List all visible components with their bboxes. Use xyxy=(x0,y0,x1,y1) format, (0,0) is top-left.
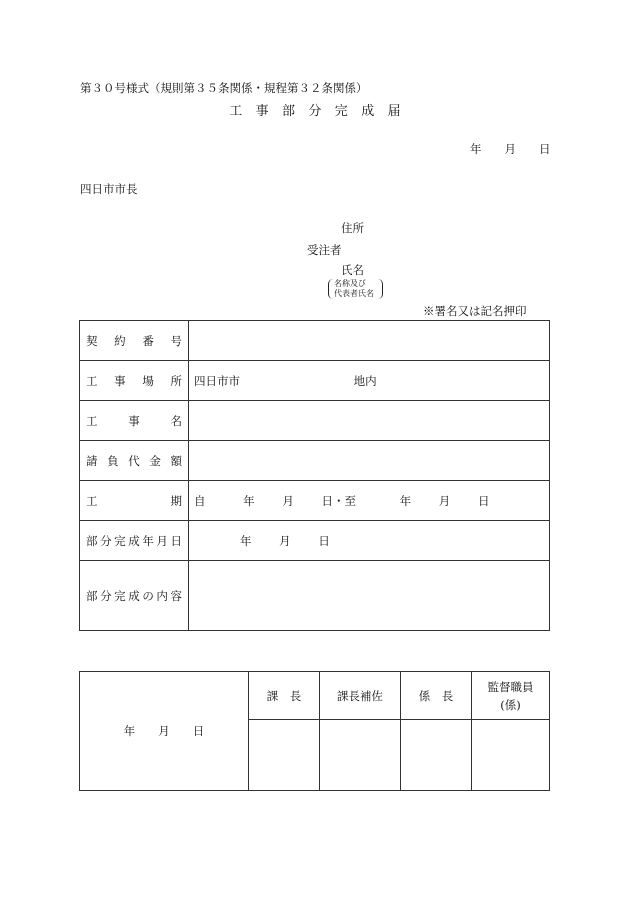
submission-date: 年 月 日 xyxy=(470,142,551,156)
label-period xyxy=(80,481,189,521)
row-period xyxy=(80,481,550,521)
label-char: 契 xyxy=(86,333,98,348)
row-contract-no xyxy=(80,321,550,361)
section-chief-header: 課 長 xyxy=(249,672,320,720)
label-char: 所 xyxy=(170,373,182,388)
contract-amount-field[interactable] xyxy=(189,441,550,481)
label-char: 工 xyxy=(86,413,98,428)
supervisor-line1: 監督職員 xyxy=(487,679,534,694)
approval-header-row xyxy=(80,672,550,720)
label-char: 事 xyxy=(128,413,140,428)
label-char: 成 xyxy=(128,588,140,603)
period-from: 自 xyxy=(194,493,206,508)
seal-note: ※署名又は記名押印 xyxy=(423,304,527,318)
label-char: 成 xyxy=(128,533,140,548)
row-completion-date xyxy=(80,521,550,561)
label-char: 年 xyxy=(142,533,154,548)
completion-date-field[interactable] xyxy=(189,521,550,561)
completion-month: 月 xyxy=(279,533,291,548)
label-char: 完 xyxy=(114,533,126,548)
approval-date: 年 月 日 xyxy=(123,724,205,738)
addressee: 四日市市長 xyxy=(80,182,138,196)
work-name-field[interactable] xyxy=(189,401,550,441)
report-table xyxy=(79,320,550,631)
label-contract-no xyxy=(80,321,189,361)
period-year: 年 xyxy=(243,493,255,508)
period-field[interactable] xyxy=(189,481,550,521)
label-char: 期 xyxy=(170,493,182,508)
label-char: 月 xyxy=(156,533,168,548)
label-char: 内 xyxy=(156,588,168,603)
completion-day: 日 xyxy=(318,533,330,548)
period-year2: 年 xyxy=(399,493,412,508)
assistant-chief-header: 課長補佐 xyxy=(320,672,401,720)
site-field[interactable] xyxy=(189,361,550,401)
label-char: 名 xyxy=(170,413,182,428)
label-char: 請 xyxy=(86,453,98,468)
label-char: 番 xyxy=(142,333,154,348)
label-char: 分 xyxy=(100,533,112,548)
row-site xyxy=(80,361,550,401)
label-completion-content xyxy=(80,561,189,631)
name-note-line1: 名称及び xyxy=(334,279,366,288)
label-char: 代 xyxy=(128,453,140,468)
address-label: 住所 xyxy=(341,221,364,235)
label-completion-date xyxy=(80,521,189,561)
approval-date-cell[interactable] xyxy=(80,672,249,791)
label-contract-amount xyxy=(80,441,189,481)
form-number: 第３０号様式（規則第３５条関係・規程第３２条関係） xyxy=(80,81,368,95)
site-suffix: 地内 xyxy=(353,373,377,388)
label-char: 金 xyxy=(149,453,161,468)
label-char: 事 xyxy=(114,373,126,388)
subsection-chief-seal-box[interactable] xyxy=(401,720,472,791)
label-char: 部 xyxy=(86,533,98,548)
subsection-chief-header: 係 長 xyxy=(401,672,472,720)
label-work-name xyxy=(80,401,189,441)
period-day2: 日 xyxy=(477,493,490,508)
label-char: 額 xyxy=(170,453,182,468)
label-site xyxy=(80,361,189,401)
row-contract-amount xyxy=(80,441,550,481)
period-month2: 月 xyxy=(438,493,451,508)
section-chief-seal-box[interactable] xyxy=(249,720,320,791)
supervisor-seal-box[interactable] xyxy=(472,720,550,791)
name-note-line2: 代表者氏名 xyxy=(334,289,374,298)
label-char: の xyxy=(142,588,154,603)
contractor-label: 受注者 xyxy=(307,243,342,257)
label-char: 分 xyxy=(100,588,112,603)
name-note xyxy=(328,279,383,299)
assistant-chief-seal-box[interactable] xyxy=(320,720,401,791)
label-char: 約 xyxy=(114,333,126,348)
label-char: 工 xyxy=(86,373,98,388)
period-day-to: 日・至 xyxy=(321,493,356,508)
period-month: 月 xyxy=(282,493,294,508)
completion-content-field[interactable] xyxy=(189,561,550,631)
site-city: 四日市市 xyxy=(194,373,240,388)
supervisor-header xyxy=(472,672,550,720)
document-title: 工 事 部 分 完 成 届 xyxy=(229,104,401,119)
label-char: 容 xyxy=(170,588,182,603)
label-char: 場 xyxy=(142,373,154,388)
label-char: 号 xyxy=(170,333,182,348)
label-char: 負 xyxy=(107,453,119,468)
label-char: 工 xyxy=(86,493,98,508)
completion-year: 年 xyxy=(240,533,252,548)
label-char: 日 xyxy=(170,533,182,548)
row-work-name xyxy=(80,401,550,441)
approval-table xyxy=(79,671,550,791)
label-char: 完 xyxy=(114,588,126,603)
label-char: 部 xyxy=(86,588,98,603)
name-label: 氏名 xyxy=(341,263,364,277)
contract-no-field[interactable] xyxy=(189,321,550,361)
supervisor-line2: (係) xyxy=(500,697,521,712)
row-completion-content xyxy=(80,561,550,631)
